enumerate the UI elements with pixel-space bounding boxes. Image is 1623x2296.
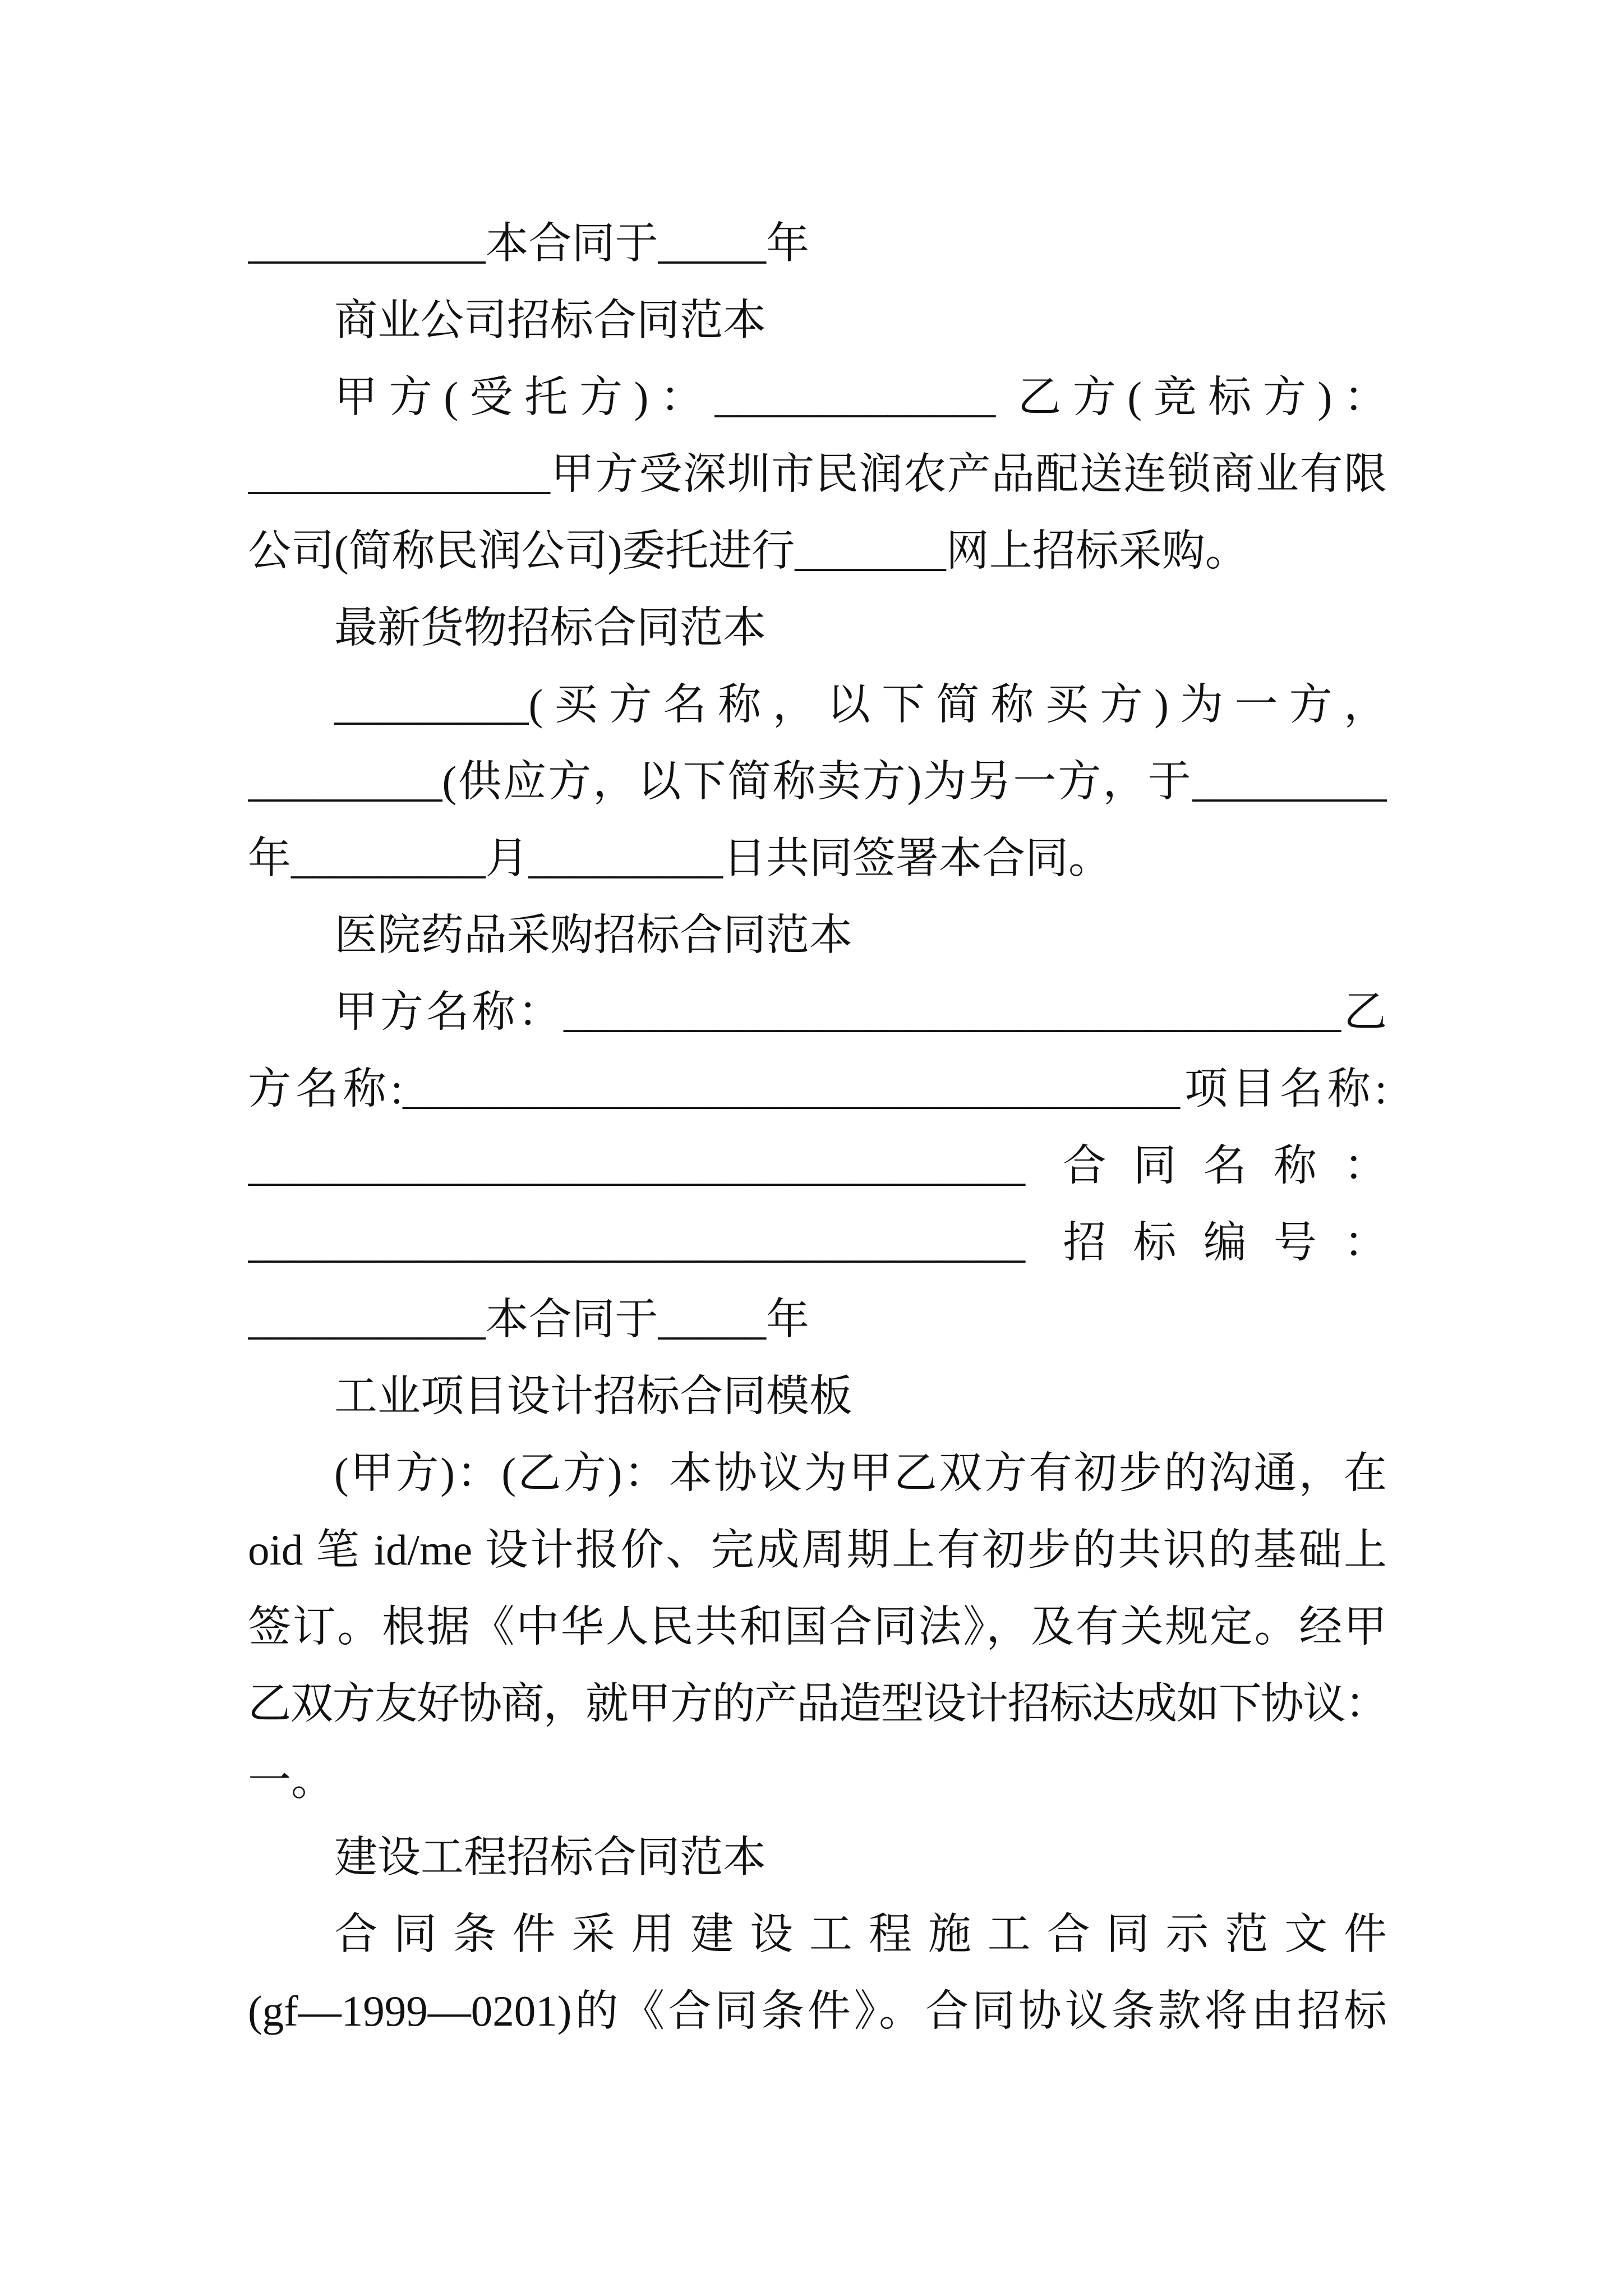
section-heading-commercial: 商业公司招标合同范本 xyxy=(334,296,766,344)
body-line: 乙双方友好协商，就甲方的产品造型设计招标达成如下协议： xyxy=(248,1680,1387,1728)
section-heading-goods: 最新货物招标合同范本 xyxy=(334,604,766,652)
signing-date-line: 年_________月_________日共同签署本合同。 xyxy=(248,834,1112,882)
section-heading-construction: 建设工程招标合同范本 xyxy=(334,1833,766,1881)
body-line: _________(买方名称，以下简称买方)为一方， xyxy=(334,680,1387,729)
parties-line: 甲方(受托方)：_____________ 乙方(竞标方)： xyxy=(334,373,1387,421)
document-body xyxy=(248,205,1387,2050)
contract-name-line: ____________________________________ 合同名称： xyxy=(248,1142,1387,1190)
body-line: (gf—1999—0201)的《合同条件》。合同协议条款将由招标 xyxy=(248,1987,1387,2035)
body-line: 一。 xyxy=(248,1756,334,1805)
section-heading-hospital: 医院药品采购招标合同范本 xyxy=(334,911,852,959)
contract-date-line: ___________本合同于_____年 xyxy=(248,219,809,268)
contract-date-line: ___________本合同于_____年 xyxy=(248,1295,809,1343)
section-heading-industrial: 工业项目设计招标合同模板 xyxy=(334,1372,852,1420)
party-b-name-line: 方名称:____________________________________项目名称: xyxy=(248,1065,1387,1113)
party-a-name-line: 甲方名称：____________________________________乙 xyxy=(334,988,1387,1036)
body-line: (甲方)：(乙方)：本协议为甲乙双方有初步的沟通，在 xyxy=(334,1449,1387,1497)
body-line: 签订。根据《中华人民共和国合同法》，及有关规定。经甲 xyxy=(248,1603,1387,1651)
body-line: 合同条件采用建设工程施工合同示范文件 xyxy=(334,1910,1387,1958)
body-line: ______________甲方受深圳市民润农产品配送连锁商业有限 xyxy=(248,450,1387,498)
tender-number-line: ____________________________________ 招标编号： xyxy=(248,1218,1387,1267)
body-line: 公司(简称民润公司)委托进行_______网上招标采购。 xyxy=(248,527,1248,575)
body-line: oid 笔 id/me 设计报价、完成周期上有初步的共识的基础上 xyxy=(248,1526,1387,1574)
body-line: _________(供应方，以下简称卖方)为另一方，于_________ xyxy=(248,757,1387,806)
